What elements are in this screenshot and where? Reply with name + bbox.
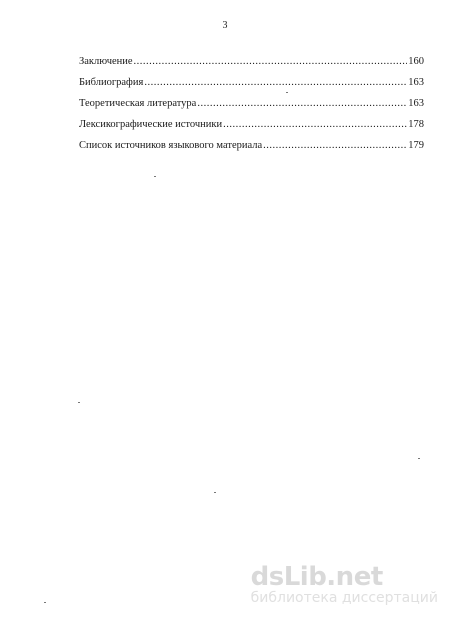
toc-leader-dots: [197, 97, 407, 110]
toc-entry: [79, 76, 424, 97]
toc-leader-dots: [263, 139, 407, 152]
toc-entry-label: Библиография: [79, 77, 144, 88]
toc-entry-page: 178: [408, 119, 424, 130]
toc-leader-dots: [134, 55, 408, 68]
toc-entry: [79, 118, 424, 139]
scan-speck: [44, 602, 46, 603]
scan-speck: [286, 92, 288, 93]
toc-entry-label: Лексикографические источники: [79, 119, 223, 130]
table-of-contents: [79, 55, 424, 160]
watermark-logo: dsLib.net: [250, 562, 383, 592]
watermark-subtitle: библиотека диссертаций: [250, 590, 438, 606]
scan-speck: [418, 458, 420, 459]
toc-leader-dots: [144, 76, 407, 89]
scan-speck: [154, 176, 156, 177]
toc-entry-page: 160: [408, 56, 424, 67]
toc-entry-label: Заключение: [79, 56, 133, 67]
toc-entry-page: 163: [408, 77, 424, 88]
page-number: 3: [222, 20, 228, 31]
scan-speck: [214, 492, 216, 493]
toc-entry-label: Список источников языкового материала: [79, 140, 263, 151]
toc-leader-dots: [223, 118, 407, 131]
toc-entry-page: 163: [408, 98, 424, 109]
toc-entry: [79, 55, 424, 76]
scan-speck: [78, 402, 80, 403]
toc-entry: [79, 97, 424, 118]
toc-entry-page: 179: [408, 140, 424, 151]
toc-entry: [79, 139, 424, 160]
dslib-watermark: [251, 564, 438, 606]
toc-entry-label: Теоретическая литература: [79, 98, 197, 109]
